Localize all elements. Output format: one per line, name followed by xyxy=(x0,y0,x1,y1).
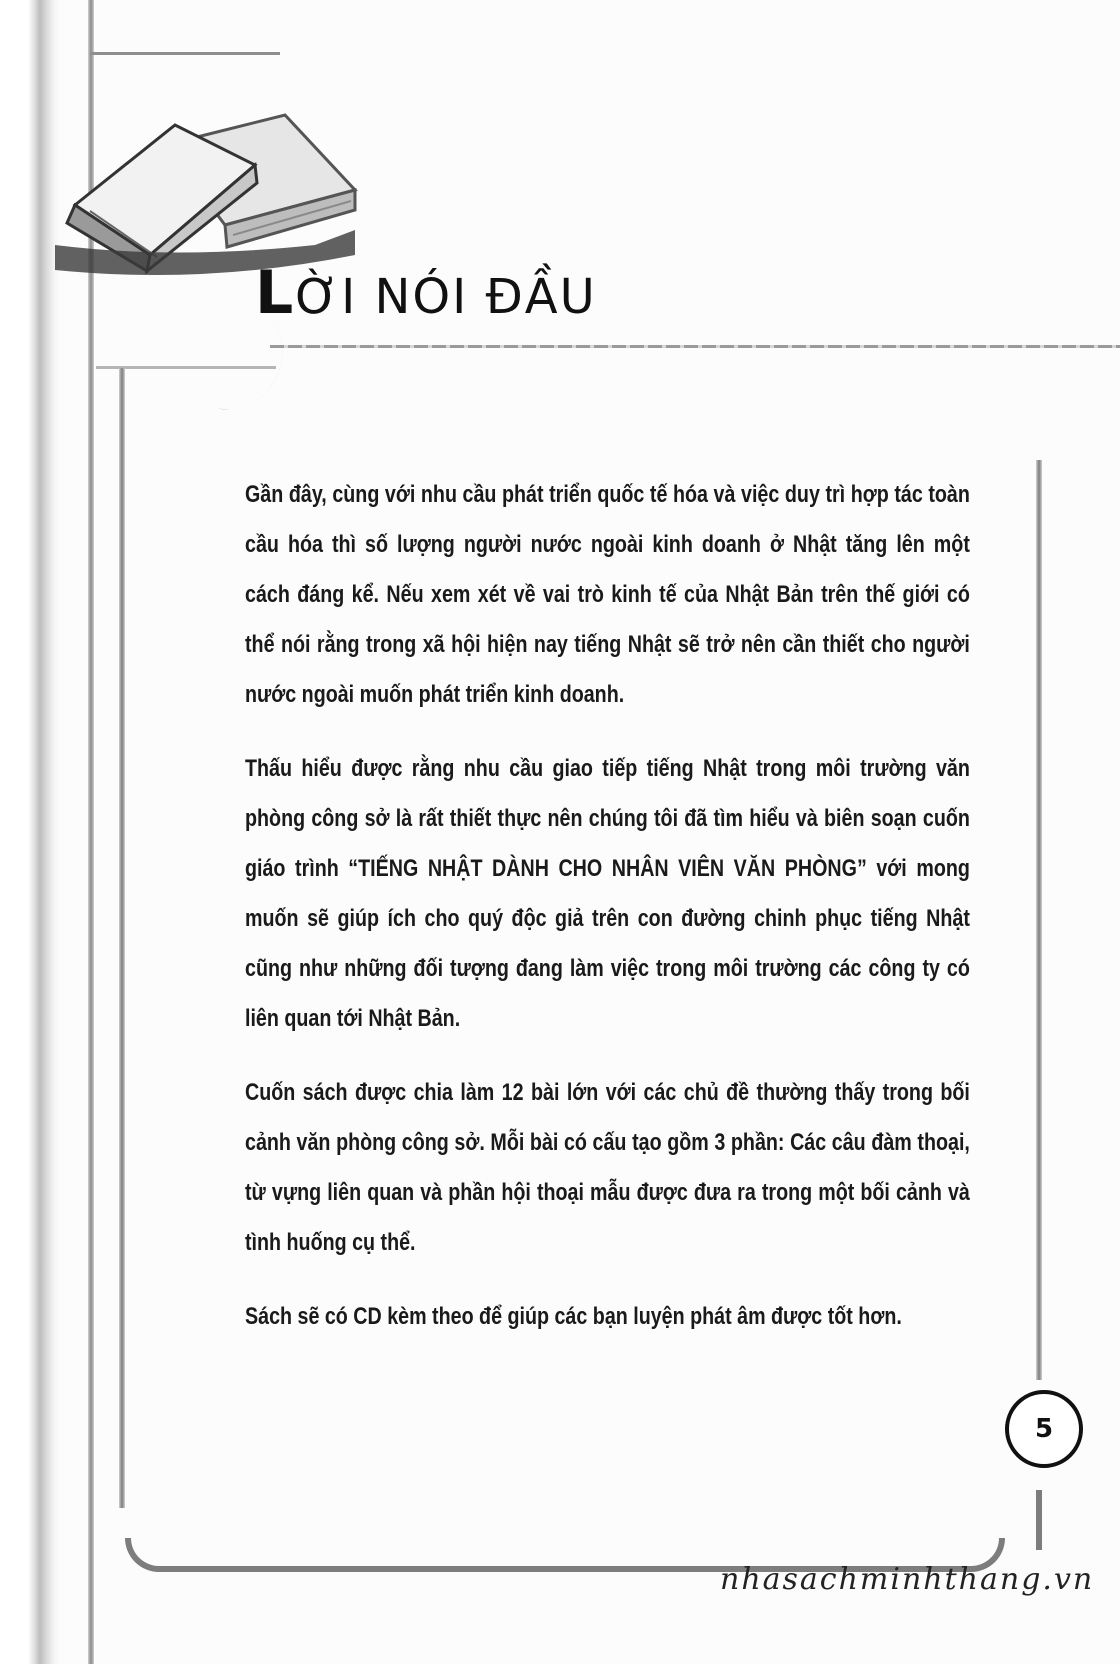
frame-right-border-lower xyxy=(1036,1490,1042,1550)
top-rule xyxy=(90,52,280,55)
paragraph-2: Thấu hiểu được rằng nhu cầu giao tiếp tiếng Nhật trong môi trường văn phòng công sở là rất thiết thực nên chúng tôi đã tìm hiểu và biên soạn cuốn giáo trình “TIẾNG NHẬT DÀNH CHO NHÂN VIÊN VĂN PHÒNG” với mong muốn sẽ giúp ích cho quý độc giả trên con đường chinh phục tiếng Nhật cũng như những đối tượng đang làm việc trong môi trường các công ty có liên quan tới Nhật Bản. xyxy=(245,755,970,1032)
heading-rule xyxy=(270,345,1120,348)
frame-right-border xyxy=(1036,460,1042,1380)
title-initial: L xyxy=(255,258,296,328)
frame-left-border xyxy=(119,368,125,1508)
page-title xyxy=(255,258,597,328)
title-rest: ỜI NÓI ĐẦU xyxy=(295,269,597,325)
books-illustration-icon xyxy=(55,95,365,275)
preface-body xyxy=(245,470,970,1366)
paragraph-3: Cuốn sách được chia làm 12 bài lớn với các chủ đề thường thấy trong bối cảnh văn phòng công sở. Mỗi bài có cấu tạo gồm 3 phần: Các câu đàm thoại, từ vựng liên quan và phần hội thoại mẫu được đưa ra trong một bối cảnh và tình huống cụ thể. xyxy=(245,1079,970,1256)
paragraph-4: Sách sẽ có CD kèm theo để giúp các bạn luyện phát âm được tốt hơn. xyxy=(245,1303,902,1330)
paragraph-1: Gần đây, cùng với nhu cầu phát triển quốc tế hóa và việc duy trì hợp tác toàn cầu hóa thì số lượng người nước ngoài kinh doanh ở Nhật tăng lên một cách đáng kể. Nếu xem xét về vai trò kinh tế của Nhật Bản trên thế giới có thể nói rằng trong xã hội hiện nay tiếng Nhật sẽ trở nên cần thiết cho người nước ngoài muốn phát triển kinh doanh. xyxy=(245,481,970,708)
binding-edge xyxy=(0,0,60,1664)
publisher-website: nhasachminhthang.vn xyxy=(720,1562,1095,1597)
page-number: 5 xyxy=(1005,1390,1083,1468)
